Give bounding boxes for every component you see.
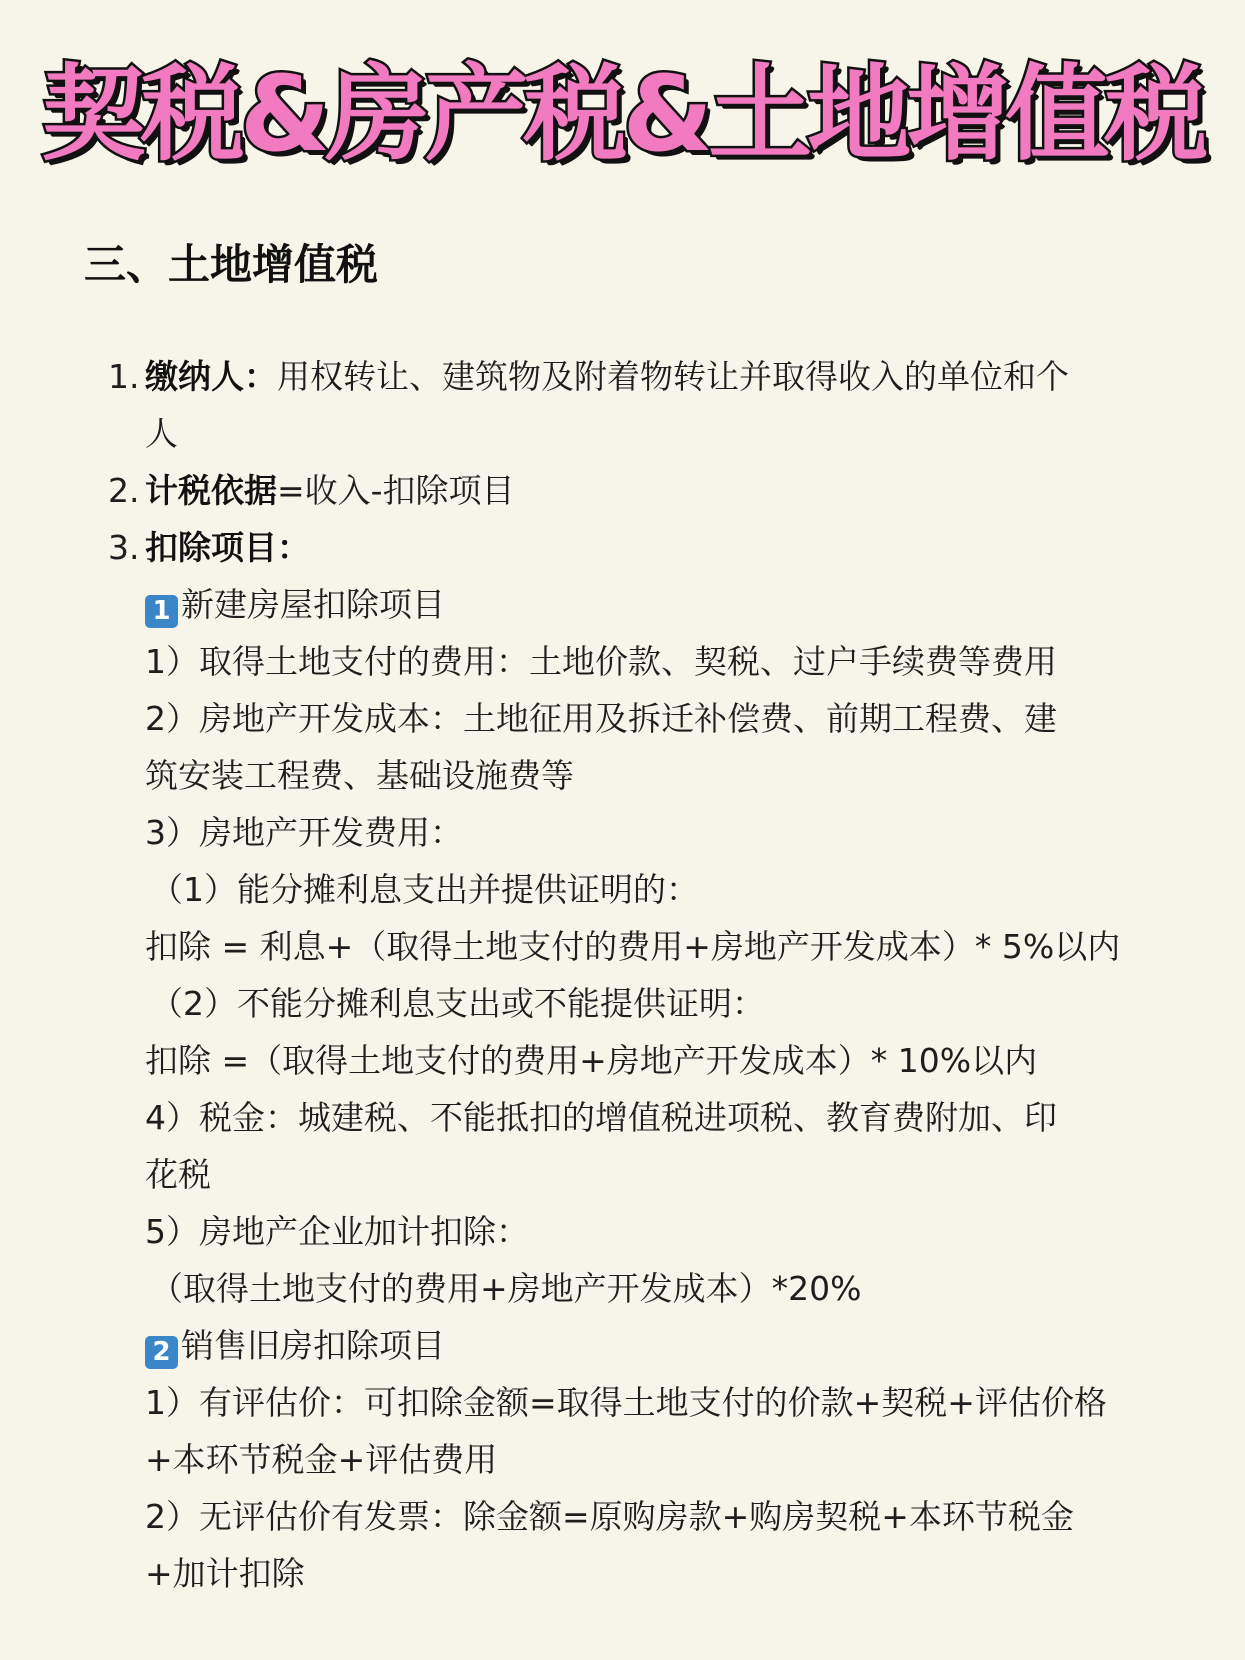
taxpayer-text: 用权转让、建筑物及附着物转让并取得收入的单位和个 — [277, 357, 1069, 396]
content-body — [108, 348, 1188, 1602]
item-number: 3. — [108, 528, 140, 567]
tax-basis-label: 计税依据 — [145, 471, 277, 510]
list-item-tax-basis — [108, 462, 1188, 519]
main-title: 契税&房产税&土地增值税 — [41, 53, 1204, 175]
deduction-subline: （1）能分摊利息支出并提供证明的： — [150, 870, 699, 909]
item-number: 1. — [108, 357, 140, 396]
deduction-line: 1）取得土地支付的费用：土地价款、契税、过户手续费等费用 — [145, 642, 1057, 681]
deduction-line: 5）房地产企业加计扣除： — [145, 1212, 529, 1251]
tax-basis-text: =收入-扣除项目 — [277, 471, 515, 510]
deduction-subline: （2）不能分摊利息支出或不能提供证明： — [150, 984, 765, 1023]
subsection-heading: 新建房屋扣除项目 — [181, 585, 445, 624]
number-one-badge-icon: 1 — [145, 595, 178, 628]
subsection-heading: 销售旧房扣除项目 — [181, 1326, 445, 1365]
section-heading: 三、土地增值税 — [84, 240, 379, 289]
deductions-label: 扣除项目： — [145, 528, 310, 567]
deduction-line: 花税 — [145, 1155, 211, 1194]
list-item-taxpayer — [108, 348, 1188, 405]
item-number: 2. — [108, 471, 140, 510]
deduction-line: 4）税金：城建税、不能抵扣的增值税进项税、教育费附加、印 — [145, 1098, 1057, 1137]
subsection-new-house — [108, 576, 1188, 633]
taxpayer-label: 缴纳人： — [145, 357, 277, 396]
number-two-badge-icon: 2 — [145, 1336, 178, 1369]
deduction-line: 2）无评估价有发票：除金额=原购房款+购房契税+本环节税金 — [145, 1497, 1074, 1536]
deduction-line: +本环节税金+评估费用 — [145, 1440, 498, 1479]
deduction-line: 1）有评估价：可扣除金额=取得土地支付的价款+契税+评估价格 — [145, 1383, 1107, 1422]
deduction-formula: 扣除 = 利息+（取得土地支付的费用+房地产开发成本）* 5%以内 — [145, 927, 1121, 966]
deduction-line: 2）房地产开发成本：土地征用及拆迁补偿费、前期工程费、建 — [145, 699, 1057, 738]
deduction-line: 3）房地产开发费用： — [145, 813, 463, 852]
subsection-old-house — [108, 1317, 1188, 1374]
deduction-line: 筑安装工程费、基础设施费等 — [145, 756, 574, 795]
taxpayer-text-continued: 人 — [145, 414, 178, 453]
list-item-deductions — [108, 519, 1188, 576]
deduction-formula: （取得土地支付的费用+房地产开发成本）*20% — [150, 1269, 862, 1308]
deduction-formula: 扣除 =（取得土地支付的费用+房地产开发成本）* 10%以内 — [145, 1041, 1038, 1080]
deduction-line: +加计扣除 — [145, 1554, 305, 1593]
